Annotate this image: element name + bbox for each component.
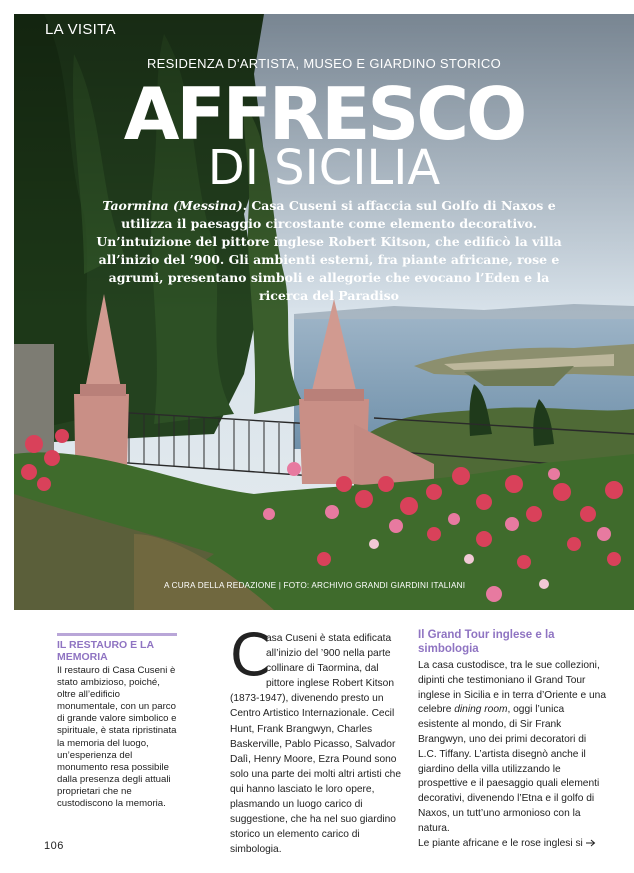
- middle-column: [230, 631, 406, 857]
- photo-credit: A CURA DELLA REDAZIONE | FOTO: ARCHIVIO GRANDI GIARDINI ITALIANI: [164, 581, 466, 590]
- sidebar-box: [57, 633, 177, 810]
- right-text-a: La casa custodisce, tra le sue collezioni, dipinti che testimoniano il Grand Tour inglese in Sicilia e in terra d’Oriente e una celebre: [418, 660, 607, 716]
- right-text-b: , oggi l’unica esistente al mondo, di Sir Frank Brangwyn, uno dei primi decoratori di L.C. Tiffany. L’artista disegnò anche il giardino della villa utilizzando le prospettive e il paesaggio quali elementi decorativi, divenendo l’Etna e il golfo di Naxos, un tutt’uno armonioso con la natura.: [418, 704, 600, 834]
- hero-photo: [14, 14, 634, 610]
- lede-text: . Casa Cuseni si affaccia sul Golfo di Naxos e utilizza il paesaggio circostante come elemento decorativo. Un’intuizione del pittore inglese Robert Kitson, che edificò la villa all’inizio del ’900. Gli ambienti esterni, fra piante africane, rose e agrumi, presentano simboli e allegorie che evocano l’Eden e la ricerca del Paradiso: [96, 198, 562, 303]
- title-line-1: AFFRESCO: [123, 72, 525, 156]
- right-column: [418, 629, 606, 851]
- dropcap-spacer: [230, 631, 266, 689]
- continue-arrow-icon: [586, 839, 596, 847]
- section-label: LA VISITA: [45, 21, 116, 38]
- sidebar-text: Il restauro di Casa Cuseni è stato ambizioso, poiché, oltre all’edificio monumentale, con un parco di grande valore simbolico e spirituale, è stata ripristinata la memoria del luogo, un’esperienza del monumento resa possibile dalla presenza degli attuali proprietari che ne custodiscono la memoria.: [57, 665, 177, 810]
- right-text: [418, 659, 606, 851]
- dropcap: C: [230, 621, 271, 689]
- right-text-c: Le piante africane e le rose inglesi si: [418, 837, 583, 849]
- page-number: 106: [44, 840, 64, 852]
- lede-place: Taormina (Messina): [102, 198, 243, 213]
- sidebar-title: IL RESTAURO E LA MEMORIA: [57, 639, 154, 663]
- title-line-2: DI SICILIA: [207, 140, 441, 196]
- lede: [94, 197, 564, 305]
- kicker: RESIDENZA D'ARTISTA, MUSEO E GIARDINO STORICO: [146, 56, 502, 71]
- middle-text: asa Cuseni è stata edificata all’inizio del ’900 nella parte collinare di Taormina, dal pittore inglese Robert Kitson (1873-1947), divenendo presto un Centro Artistico Internazionale. Cecil Hunt, Frank Brangwyn, Charles Baskerville, Pablo Picasso, Salvador Dalì, Henry Moore, Ezra Pound sono solo una parte dei molti altri artisti che qui hanno lasciato le loro opere, plasmando un luogo carico di suggestione, che ha nel suo giardino storico un elemento carico di simbologia.: [230, 633, 402, 856]
- right-title: Il Grand Tour inglese e la simbologia: [418, 629, 555, 655]
- right-text-em: dining room: [454, 704, 508, 716]
